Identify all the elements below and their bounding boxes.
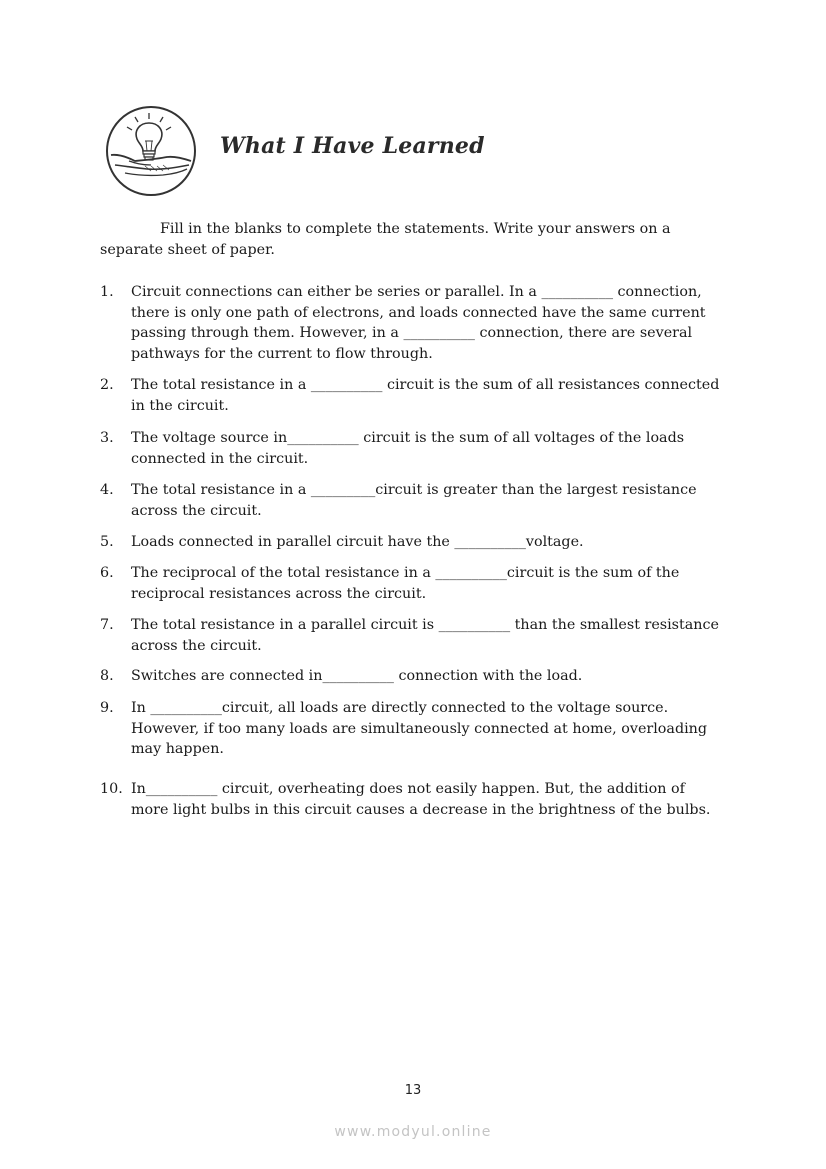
question-number: 4. [100,482,114,498]
question-number: 1. [100,284,114,300]
question-number: 2. [100,377,114,393]
lightbulb-hand-icon [105,105,197,197]
question-text: The reciprocal of the total resistance in a __________circuit is the sum of the reciprocal resistances across the circuit. [131,565,680,602]
page-number: 13 [404,1083,422,1098]
page-title: What I Have Learned [220,133,485,159]
question-text: Loads connected in parallel circuit have the __________voltage. [131,534,584,550]
question-text: The total resistance in a __________ circuit is the sum of all resistances connected in the circuit. [131,377,720,414]
question-number: 10. [100,781,123,797]
question-text: The total resistance in a parallel circuit is __________ than the smallest resistance across the circuit. [131,617,719,654]
question-number: 6. [100,565,114,581]
question-number: 5. [100,534,114,550]
question-text: In__________ circuit, overheating does not easily happen. But, the addition of more light bulbs in this circuit causes a decrease in the brightness of the bulbs. [131,781,711,818]
question-text: Circuit connections can either be series or parallel. In a __________ connection, there is only one path of electrons, and loads connected have the same current passing through them. However, in a __________ connection, there are several pathways for the current to flow through. [131,284,706,362]
instructions: Fill in the blanks to complete the statements. Write your answers on a separate sheet of paper. [100,221,671,258]
question-number: 7. [100,617,114,633]
question-text: The voltage source in__________ circuit is the sum of all voltages of the loads connected in the circuit. [131,430,685,467]
question-number: 3. [100,430,114,446]
question-number: 9. [100,700,114,716]
question-text: The total resistance in a _________circuit is greater than the largest resistance across the circuit. [131,482,697,519]
question-text: In __________circuit, all loads are directly connected to the voltage source. However, if too many loads are simultaneously connected at home, overloading may happen. [131,700,708,757]
section-header [105,105,625,197]
question-number: 8. [100,668,114,684]
watermark: www.modyul.online [334,1124,492,1140]
question-text: Switches are connected in__________ connection with the load. [131,668,583,684]
